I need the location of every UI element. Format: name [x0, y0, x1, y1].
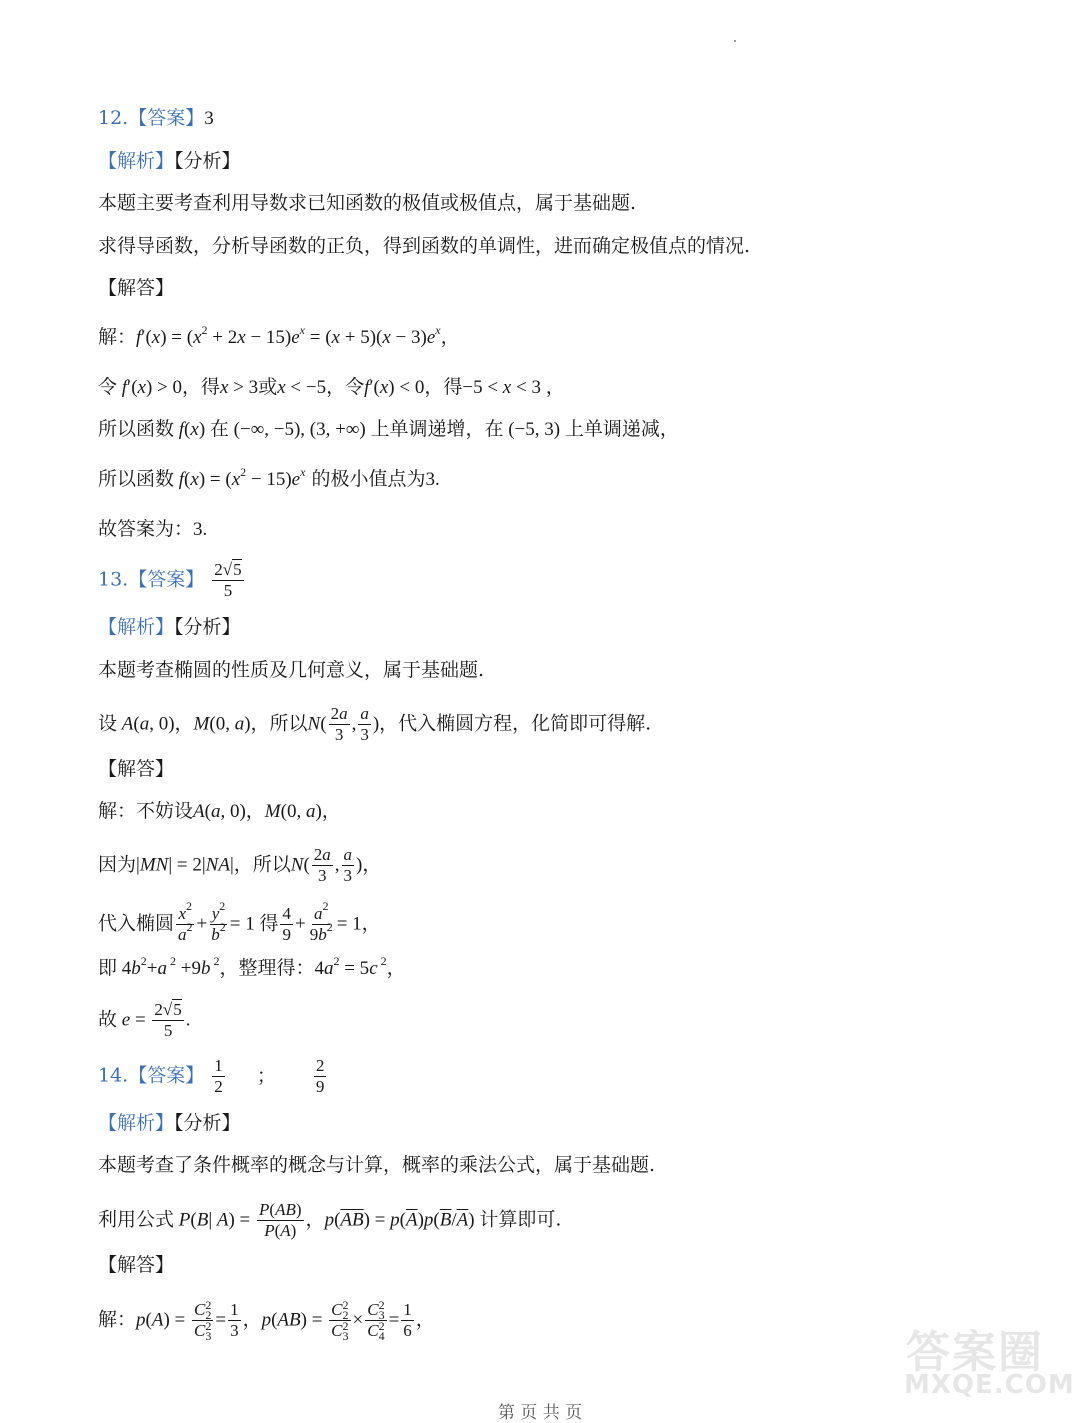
q13-jieda-tag: 【解答】 — [98, 758, 175, 780]
q12-analysis-1: 本题主要考查利用导数求已知函数的极值或极值点，属于基础题. — [98, 192, 637, 214]
q13-solution-5: 故 e = $\frac{2√5}{5}$ . — [98, 1000, 191, 1040]
page-footer: 第 页 共 页 — [497, 1403, 583, 1423]
q13-solution-3: 代入椭圆 $\frac{x^2}{a^2}$ + $\frac{y^2}{b^2}$ = 1 得 $\frac{4}{9}$ + $\frac{a^2}{9b^2}$ = 1， — [98, 899, 381, 944]
fenxi-tag: 【分析】 — [174, 150, 241, 172]
q13-analysis-2: 设 A(a, 0)，M(0, a)，所以N( $\frac{2a}{3}$ , $\frac{a}{3}$ )，代入椭圆方程，化简即可得解. — [98, 704, 652, 744]
q12-solution-2: 令 f′(x) > 0，得x > 3或x < −5，令f′(x) < 0，得−5 < x < 3 ， — [98, 376, 565, 398]
q14-analysis-1: 本题考查了条件概率的概念与计算，概率的乘法公式，属于基础题. — [98, 1154, 656, 1176]
q14-solution-1: 解：p(A) = $\frac{C^2_2}{C^2_3}$ = $\frac{1}{3}$ ，p(AB) = $\frac{C^2_2}{C^2_3}$ × $\frac{C^2_3}{C^2_4}$ = $\frac{1}{6}$ ， — [98, 1298, 435, 1343]
q14-title — [98, 1056, 328, 1097]
fenxi-tag: 【分析】 — [174, 616, 241, 638]
q13-number: 13. — [98, 568, 129, 591]
q12-jiexi-line — [98, 148, 241, 174]
jiexi-tag: 【解析】 — [98, 1112, 175, 1134]
q12-jieda-tag: 【解答】 — [98, 277, 175, 299]
q12-answer: 3 — [204, 108, 214, 129]
fenxi-tag: 【分析】 — [174, 1112, 241, 1134]
q14-answer-2: $\frac{2}{9}$ — [315, 1056, 325, 1096]
q12-title — [98, 105, 214, 132]
jiexi-tag: 【解析】 — [98, 150, 175, 172]
jiexi-tag: 【解析】 — [98, 616, 175, 638]
q13-answer-fraction: $\frac{2√5}{5}$ — [214, 560, 242, 600]
q13-jiexi-line — [98, 614, 241, 640]
q14-number: 14. — [98, 1064, 129, 1087]
q13-analysis-1: 本题考查椭圆的性质及几何意义，属于基础题. — [98, 659, 485, 681]
q14-jiexi-line — [98, 1110, 241, 1136]
q14-answer-tag: 【答案】 — [128, 1064, 205, 1087]
q13-title — [98, 560, 246, 601]
q13-solution-1: 解：不妨设A(a, 0)，M(0, a)， — [98, 800, 341, 822]
speck — [734, 40, 736, 42]
q14-separator: ； — [256, 1064, 276, 1087]
q14-analysis-2: 利用公式 P(B| A) = $\frac{P(AB)}{P(A)}$ ，$p(\overline{AB}) = p(\overline{A})p(\overline{B}/\overline{A})$ 计算即可. — [98, 1200, 562, 1240]
q12-number: 12. — [98, 107, 129, 129]
q12-analysis-2: 求得导函数，分析导函数的正负，得到函数的单调性，进而确定极值点的情况. — [98, 235, 751, 257]
q12-solution-4: 所以函数 $f(x) = (x^2 - 15)e^x$ 的极小值点为3. — [98, 465, 440, 490]
q14-answer-1: $\frac{1}{2}$ — [214, 1056, 223, 1096]
q14-jieda-tag: 【解答】 — [98, 1254, 175, 1276]
q12-solution-3: 所以函数 f(x) 在 (−∞, −5), (3, +∞) 上单调递增，在 (−5, 3) 上单调递减， — [98, 418, 679, 440]
q13-solution-2: 因为|MN| = 2|NA|，所以N( $\frac{2a}{3}$ , $\frac{a}{3}$ )， — [98, 845, 382, 885]
q13-answer-tag: 【答案】 — [128, 568, 205, 591]
q12-final: 故答案为：3. — [98, 518, 208, 540]
watermark-url: MXQE.COM — [904, 1370, 1075, 1400]
q12-solution-1: 解：$f'(x) = (x^2 + 2x - 15)e^x = (x + 5)(x - 3)e^x$， — [98, 323, 460, 348]
q12-answer-tag: 【答案】 — [128, 107, 205, 129]
q13-solution-4: 即 $4b^2+a$ $^2$ +9b $^2$，整理得：$4a^2 = 5c$ $^2$， — [98, 954, 406, 979]
watermark-logo: 答案圈 — [906, 1327, 1044, 1378]
